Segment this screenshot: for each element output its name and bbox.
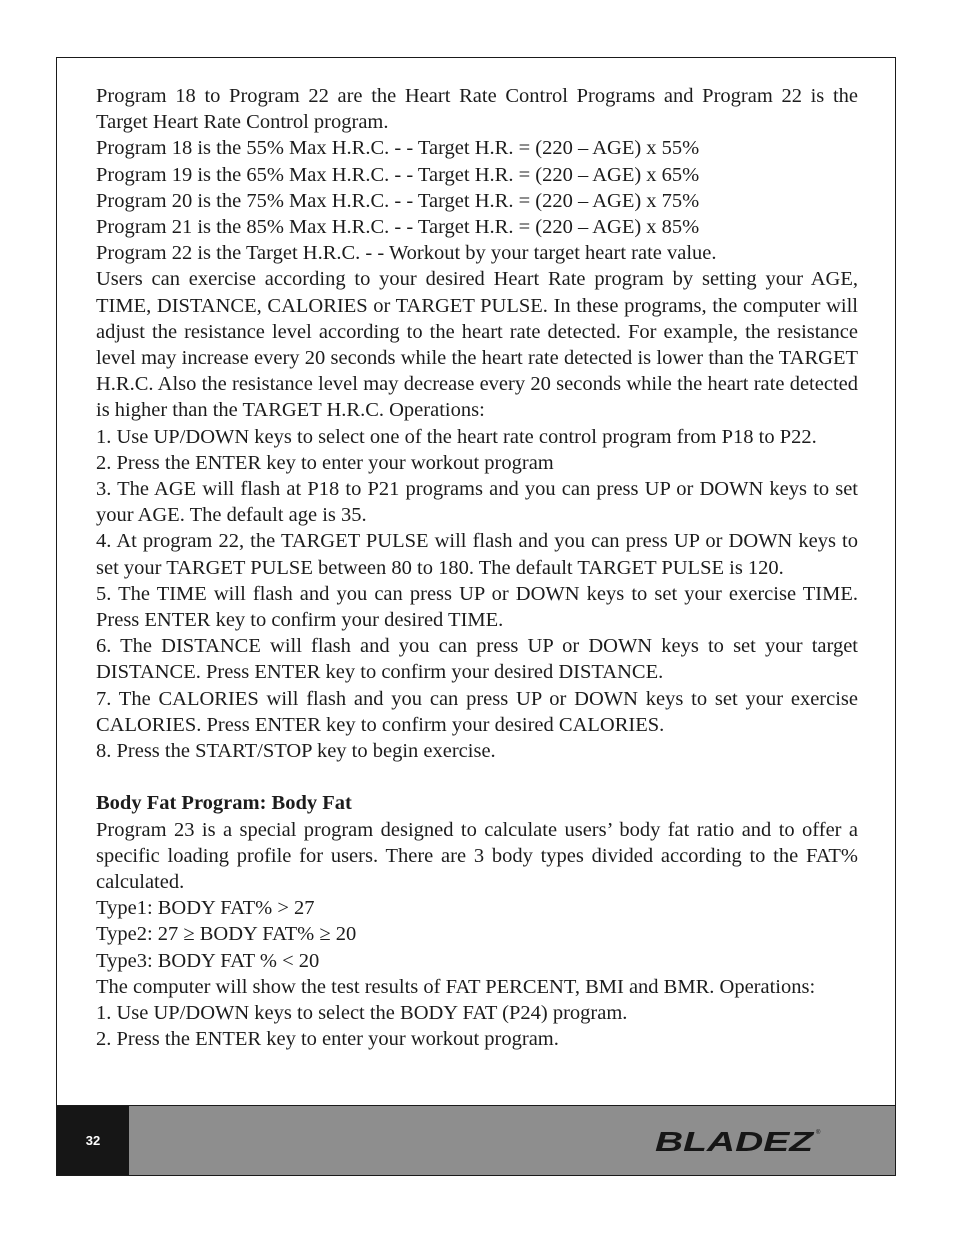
list-item: 3. The AGE will flash at P18 to P21 programs and you can press UP or DOWN keys to set your AGE. The default age is 35. xyxy=(96,478,858,527)
paragraph: Program 19 is the 65% Max H.R.C. - - Target H.R. = (220 – AGE) x 65% xyxy=(96,163,700,186)
list-item: 2. Press the ENTER key to enter your workout program xyxy=(96,451,554,474)
bladez-logo xyxy=(655,1127,823,1155)
page-number: 32 xyxy=(57,1106,129,1175)
list-item: 8. Press the START/STOP key to begin exercise. xyxy=(96,740,496,763)
list-item: Type1: BODY FAT% > 27 xyxy=(96,897,315,920)
section-heading: Body Fat Program: Body Fat xyxy=(96,792,352,815)
list-item: Type3: BODY FAT % < 20 xyxy=(96,949,320,972)
list-item: 6. The DISTANCE will flash and you can press UP or DOWN keys to set your target DISTANCE. Press ENTER key to confirm your desired DISTANCE. xyxy=(96,635,858,684)
paragraph: Program 20 is the 75% Max H.R.C. - - Target H.R. = (220 – AGE) x 75% xyxy=(96,189,700,212)
list-item: 2. Press the ENTER key to enter your workout program. xyxy=(96,1028,559,1051)
paragraph: Program 23 is a special program designed to calculate users’ body fat ratio and to offer a specific loading profile for users. There are 3 body types divided according to the FAT% calculated. xyxy=(96,818,858,894)
list-item: 5. The TIME will flash and you can press UP or DOWN keys to set your exercise TIME. Press ENTER key to confirm your desired TIME. xyxy=(96,582,858,632)
list-item: 7. The CALORIES will flash and you can press UP or DOWN keys to set your exercise CALORIES. Press ENTER key to confirm your desired CALORIES. xyxy=(96,687,858,736)
paragraph: Program 22 is the Target H.R.C. - - Workout by your target heart rate value. xyxy=(96,242,717,265)
paragraph: Program 21 is the 85% Max H.R.C. - - Target H.R. = (220 – AGE) x 85% xyxy=(96,216,700,239)
list-item: 1. Use UP/DOWN keys to select the BODY FAT (P24) program. xyxy=(96,1002,628,1025)
list-item: Type2: 27 ≥ BODY FAT% ≥ 20 xyxy=(96,923,357,946)
spacer xyxy=(96,764,858,790)
body-content xyxy=(96,83,858,1053)
svg-text:BLADEZ: BLADEZ xyxy=(655,1127,815,1155)
paragraph: Users can exercise according to your desired Heart Rate program by setting your AGE, TIME, DISTANCE, CALORIES or TARGET PULSE. In these programs, the computer will adjust the resistance level according to the heart rate detected. For example, the resistance level may increase every 20 seconds while the heart rate detected is lower than the TARGET H.R.C. Also the resistance level may decrease every 20 seconds while the heart rate detected is higher than the TARGET H.R.C. Operations: xyxy=(96,268,858,422)
paragraph: Program 18 is the 55% Max H.R.C. - - Target H.R. = (220 – AGE) x 55% xyxy=(96,137,700,160)
list-item: 4. At program 22, the TARGET PULSE will flash and you can press UP or DOWN keys to set your TARGET PULSE between 80 to 180. The default TARGET PULSE is 120. xyxy=(96,530,858,579)
page-frame xyxy=(56,57,896,1176)
page-footer xyxy=(57,1105,895,1175)
svg-text:®: ® xyxy=(816,1130,821,1136)
list-item: 1. Use UP/DOWN keys to select one of the heart rate control program from P18 to P22. xyxy=(96,425,817,448)
paragraph: The computer will show the test results of FAT PERCENT, BMI and BMR. Operations: xyxy=(96,975,816,998)
paragraph: Program 18 to Program 22 are the Heart Rate Control Programs and Program 22 is the Target Heart Rate Control program. xyxy=(96,85,858,134)
